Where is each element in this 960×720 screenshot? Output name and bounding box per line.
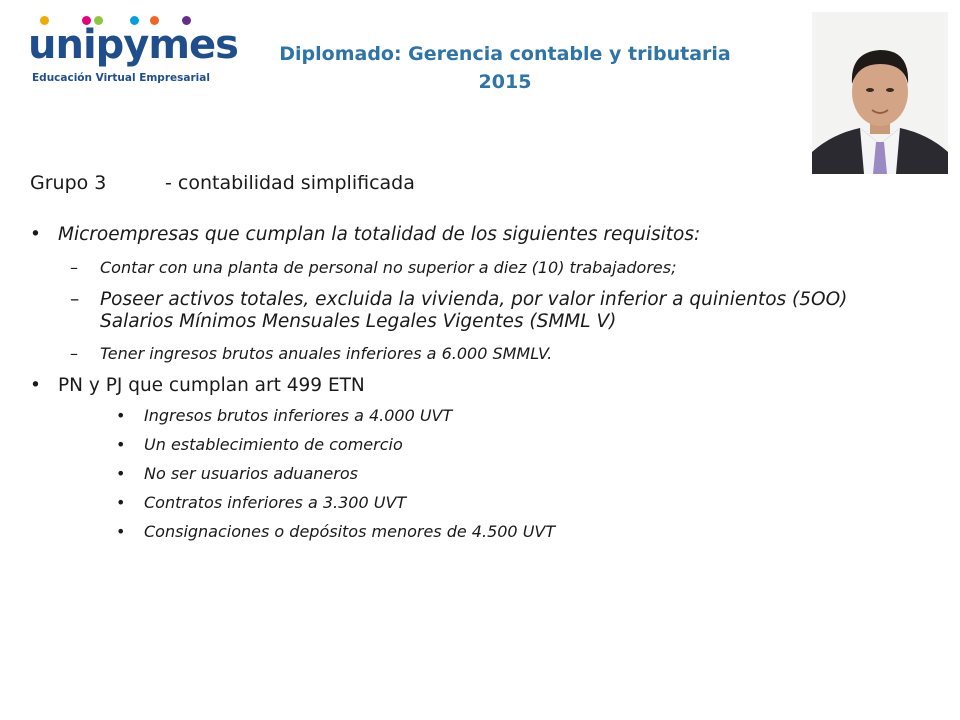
group-heading xyxy=(30,172,890,194)
sub-bullet-ingresos: – Tener ingresos brutos anuales inferiores a 6.000 SMMLV. xyxy=(30,343,890,365)
group-description: - contabilidad simplificada xyxy=(165,172,415,194)
page-title xyxy=(250,40,760,96)
group-label: Grupo 3 xyxy=(30,172,107,194)
bullet-microempresas: • Microempresas que cumplan la totalidad de los siguientes requisitos: xyxy=(30,224,890,245)
sub-bullet-contratos: • Contratos inferiores a 3.300 UVT xyxy=(30,493,890,512)
unipymes-logo xyxy=(28,14,238,94)
sub-bullet-personal: – Contar con una planta de personal no superior a diez (10) trabajadores; xyxy=(30,257,890,279)
logo-wordmark: unipymes xyxy=(28,22,238,68)
sub-bullet-activos: – Poseer activos totales, excluida la vivienda, por valor inferior a quinientos (5OO) Salarios Mínimos Mensuales Legales Vigentes (SMML V) xyxy=(30,289,890,333)
sub-bullet-establecimiento: • Un establecimiento de comercio xyxy=(30,435,890,454)
presenter-photo xyxy=(812,12,948,174)
bullet-pn-pj: • PN y PJ que cumplan art 499 ETN xyxy=(30,375,890,396)
title-line-1: Diplomado: Gerencia contable y tributaria xyxy=(279,43,731,65)
sub-bullet-ingresos-uvt: • Ingresos brutos inferiores a 4.000 UVT xyxy=(30,406,890,425)
sub-bullet-aduaneros: • No ser usuarios aduaneros xyxy=(30,464,890,483)
sub-bullet-consignaciones: • Consignaciones o depósitos menores de 4.500 UVT xyxy=(30,522,890,541)
slide-content xyxy=(30,172,890,551)
title-line-2: 2015 xyxy=(478,71,532,93)
logo-tagline: Educación Virtual Empresarial xyxy=(32,72,210,84)
